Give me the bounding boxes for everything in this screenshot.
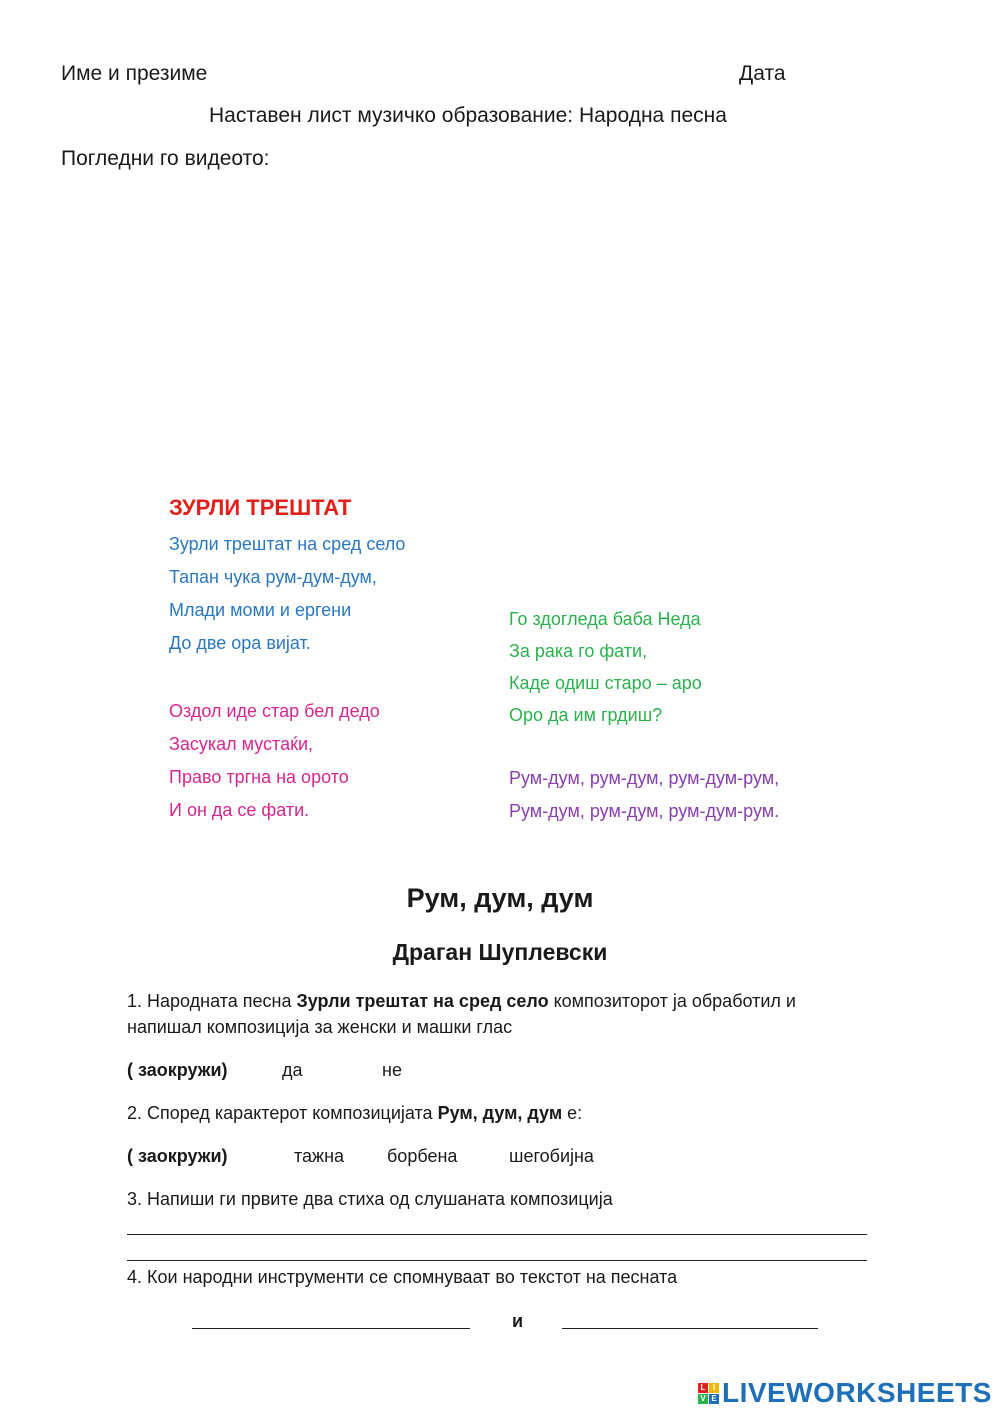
question-bold-text: Рум, дум, дум xyxy=(437,1103,563,1123)
question-1 xyxy=(127,991,796,1012)
answer-line-2[interactable] xyxy=(127,1260,867,1261)
answer-line-1[interactable] xyxy=(127,1234,867,1235)
stanza-line: Зурли трештат на сред село xyxy=(169,534,406,554)
and-word: и xyxy=(512,1311,524,1331)
stanza-3 xyxy=(509,603,702,731)
refrain xyxy=(509,762,779,828)
circle-label: ( заокружи) xyxy=(127,1060,228,1080)
question-text: Според карактерот композицијата xyxy=(142,1103,438,1123)
liveworksheets-logo xyxy=(698,1377,992,1409)
instrument-answer-2[interactable] xyxy=(562,1328,818,1329)
question-number: 1. xyxy=(127,991,143,1011)
question-2 xyxy=(127,1103,582,1124)
question-3: 3. Напиши ги првите два стиха од слушаната композиција xyxy=(127,1189,613,1209)
composer-name: Драган Шуплевски xyxy=(392,939,608,965)
stanza-2 xyxy=(169,695,380,827)
stanza-line: Каде одиш старо – аро xyxy=(509,673,702,693)
option-yes[interactable]: да xyxy=(282,1060,303,1080)
option-humorous[interactable]: шегобијна xyxy=(509,1146,594,1166)
logo-mark-icon xyxy=(698,1383,719,1404)
logo-letter: V xyxy=(698,1394,708,1404)
logo-text: LIVEWORKSHEETS xyxy=(722,1377,992,1408)
question-bold-text: Зурли трештат на сред село xyxy=(296,991,549,1011)
stanza-line: Млади моми и ергени xyxy=(169,600,352,620)
question-text: композиторот ја обработил и xyxy=(548,991,796,1011)
song-title: ЗУРЛИ ТРЕШТАТ xyxy=(169,495,352,520)
stanza-line: Засукал мустаќи, xyxy=(169,734,314,754)
worksheet-subtitle: Наставен лист музичко образование: Народна песна xyxy=(209,104,727,127)
option-no[interactable]: не xyxy=(382,1060,402,1080)
stanza-line: Тапан чука рум-дум-дум, xyxy=(169,567,377,587)
stanza-line: За рака го фати, xyxy=(509,641,648,661)
date-label: Дата xyxy=(739,62,786,85)
stanza-line: Право тргна на орото xyxy=(169,767,349,787)
option-sad[interactable]: тажна xyxy=(294,1146,345,1166)
composition-title: Рум, дум, дум xyxy=(406,883,594,913)
name-label: Име и презиме xyxy=(61,62,208,85)
question-text: е: xyxy=(562,1103,583,1123)
logo-letter: I xyxy=(709,1383,719,1393)
stanza-line: Го здогледа баба Неда xyxy=(509,609,701,629)
question-text: Народната песна xyxy=(142,991,297,1011)
refrain-line: Рум-дум, рум-дум, рум-дум-рум, xyxy=(509,768,780,788)
stanza-line: Оздол иде стар бел дедо xyxy=(169,701,380,721)
instrument-answer-1[interactable] xyxy=(192,1328,470,1329)
refrain-line: Рум-дум, рум-дум, рум-дум-рум. xyxy=(509,801,780,821)
question-4: 4. Кои народни инструменти се спомнуваат во текстот на песната xyxy=(127,1267,678,1287)
option-militant[interactable]: борбена xyxy=(387,1146,458,1166)
watch-video-prompt: Погледни го видеото: xyxy=(61,147,270,170)
stanza-line: И он да се фати. xyxy=(169,800,310,820)
logo-letter: L xyxy=(698,1383,708,1393)
stanza-line: До две ора вијат. xyxy=(169,633,311,653)
video-area[interactable] xyxy=(61,185,941,475)
question-1-line-2: напишал композиција за женски и машки глас xyxy=(127,1017,513,1037)
stanza-line: Оро да им грдиш? xyxy=(509,705,663,725)
logo-letter: E xyxy=(709,1394,719,1404)
stanza-1 xyxy=(169,528,405,660)
circle-label: ( заокружи) xyxy=(127,1146,228,1166)
question-number: 2. xyxy=(127,1103,143,1123)
